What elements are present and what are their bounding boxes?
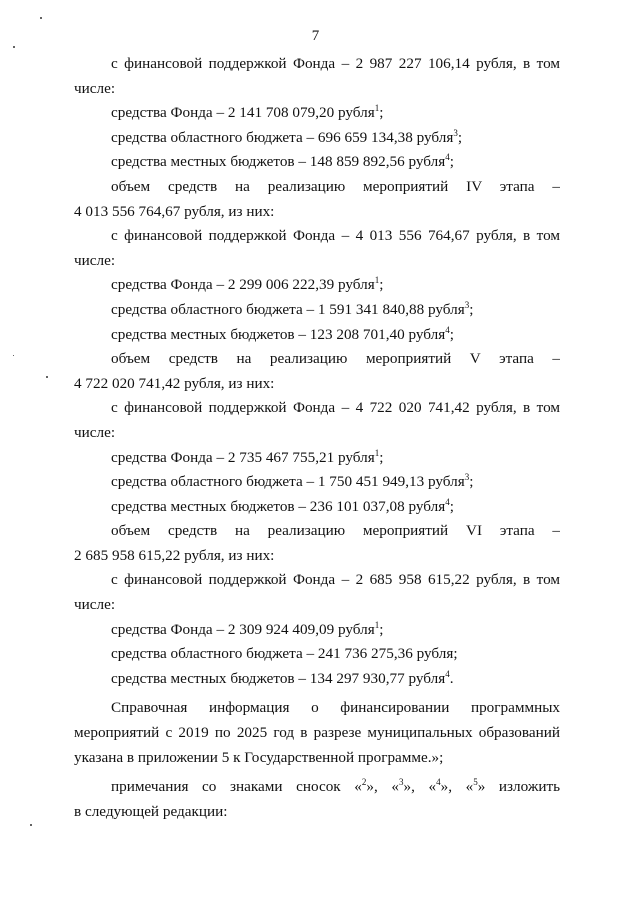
- footnote-mark: 3: [464, 299, 470, 310]
- footnote-mark: 4: [445, 324, 450, 335]
- fund-amount-line: средства Фонда – 2 309 924 409,09 рубля$^1$;: [111, 619, 384, 638]
- local-budget-line: средства местных бюджетов – 236 101 037,08 рубля$^4$;: [111, 496, 454, 515]
- text-line: числе:: [74, 79, 116, 97]
- text-line: с финансовой поддержкой Фонда – 2 987 227 106,14 рубля, в том: [111, 55, 560, 72]
- text-line: 4 722 020 741,42 рубля, из них:: [74, 374, 275, 392]
- text-line: объем средств на реализацию мероприятий VI этапа –: [111, 522, 560, 540]
- footnote-mark: 1: [374, 275, 380, 286]
- footnote-mark: 5: [473, 777, 478, 788]
- fund-amount-line: средства Фонда – 2 141 708 079,20 рубля$^1$;: [111, 103, 384, 122]
- text-line: числе:: [74, 423, 116, 441]
- footnote-mark: 4: [445, 496, 450, 507]
- paragraph-stage-6-volume: [74, 519, 560, 568]
- text-line: с финансовой поддержкой Фонда – 2 685 958 615,22 рубля, в том: [111, 571, 560, 589]
- local-budget-line: средства местных бюджетов – 123 208 701,40 рубля$^4$;: [111, 324, 454, 343]
- scan-speck: [40, 17, 42, 19]
- fund-amount-line: средства Фонда – 2 299 006 222,39 рубля$^1$;: [111, 275, 384, 294]
- footnote-mark: 1: [374, 619, 380, 630]
- text-line: в следующей редакции:: [74, 802, 228, 820]
- footnote-mark: 3: [453, 127, 458, 138]
- regional-budget-line: средства областного бюджета – 241 736 275,36 рубля;: [111, 645, 458, 663]
- text-line: примечания со знаками сносок «$^2$», «$^3$», «$^4$», «$^5$» изложить: [111, 777, 560, 796]
- text-line: с финансовой поддержкой Фонда – 4 722 020 741,42 рубля, в том: [111, 399, 560, 417]
- text-line: числе:: [74, 596, 116, 614]
- footnote-mark: 2: [361, 777, 367, 788]
- text-line: объем средств на реализацию мероприятий IV этапа –: [111, 177, 560, 195]
- document-body: [74, 52, 560, 824]
- text-line: числе:: [74, 251, 116, 269]
- regional-budget-line: средства областного бюджета – 1 750 451 949,13 рубля$^3$;: [111, 472, 474, 491]
- scan-speck: [13, 355, 14, 356]
- paragraph-fund-support-stage6: [74, 568, 560, 617]
- regional-budget-line: средства областного бюджета – 696 659 134,38 рубля$^3$;: [111, 127, 463, 146]
- paragraph-footnotes-amendment: [74, 775, 560, 824]
- text-line: 4 013 556 764,67 рубля, из них:: [74, 202, 275, 220]
- scan-speck: [13, 46, 15, 48]
- paragraph-stage-4-volume: [74, 175, 560, 224]
- text-line: 2 685 958 615,22 рубля, из них:: [74, 546, 275, 564]
- text-line: Справочная информация о финансировании программных: [111, 699, 560, 717]
- paragraph-fund-support-stage3: [74, 52, 560, 101]
- scan-speck: [30, 824, 32, 826]
- footnote-mark: 3: [399, 777, 404, 788]
- regional-budget-line: средства областного бюджета – 1 591 341 840,88 рубля$^3$;: [111, 299, 474, 318]
- text-line: указана в приложении 5 к Государственной программе.»;: [74, 748, 444, 766]
- footnote-mark: 4: [436, 777, 441, 788]
- paragraph-reference-info: [74, 696, 560, 770]
- text-line: объем средств на реализацию мероприятий V этапа –: [111, 350, 560, 368]
- local-budget-line: средства местных бюджетов – 134 297 930,77 рубля$^4$.: [111, 668, 454, 687]
- fund-amount-line: средства Фонда – 2 735 467 755,21 рубля$^1$;: [111, 447, 384, 466]
- footnote-mark: 4: [445, 668, 450, 679]
- paragraph-fund-support-stage5: [74, 396, 560, 445]
- footnote-mark: 3: [464, 472, 470, 483]
- page-number: 7: [311, 28, 320, 44]
- local-budget-line: средства местных бюджетов – 148 859 892,56 рубля$^4$;: [111, 152, 454, 171]
- footnote-mark: 4: [445, 152, 450, 163]
- paragraph-stage-5-volume: [74, 347, 560, 396]
- footnote-mark: 1: [374, 103, 380, 114]
- paragraph-fund-support-stage4: [74, 224, 560, 273]
- scan-speck: [46, 376, 48, 378]
- footnote-mark: 1: [374, 447, 380, 458]
- text-line: мероприятий с 2019 по 2025 год в разрезе муниципальных образований: [74, 724, 560, 742]
- text-line: с финансовой поддержкой Фонда – 4 013 556 764,67 рубля, в том: [111, 227, 560, 245]
